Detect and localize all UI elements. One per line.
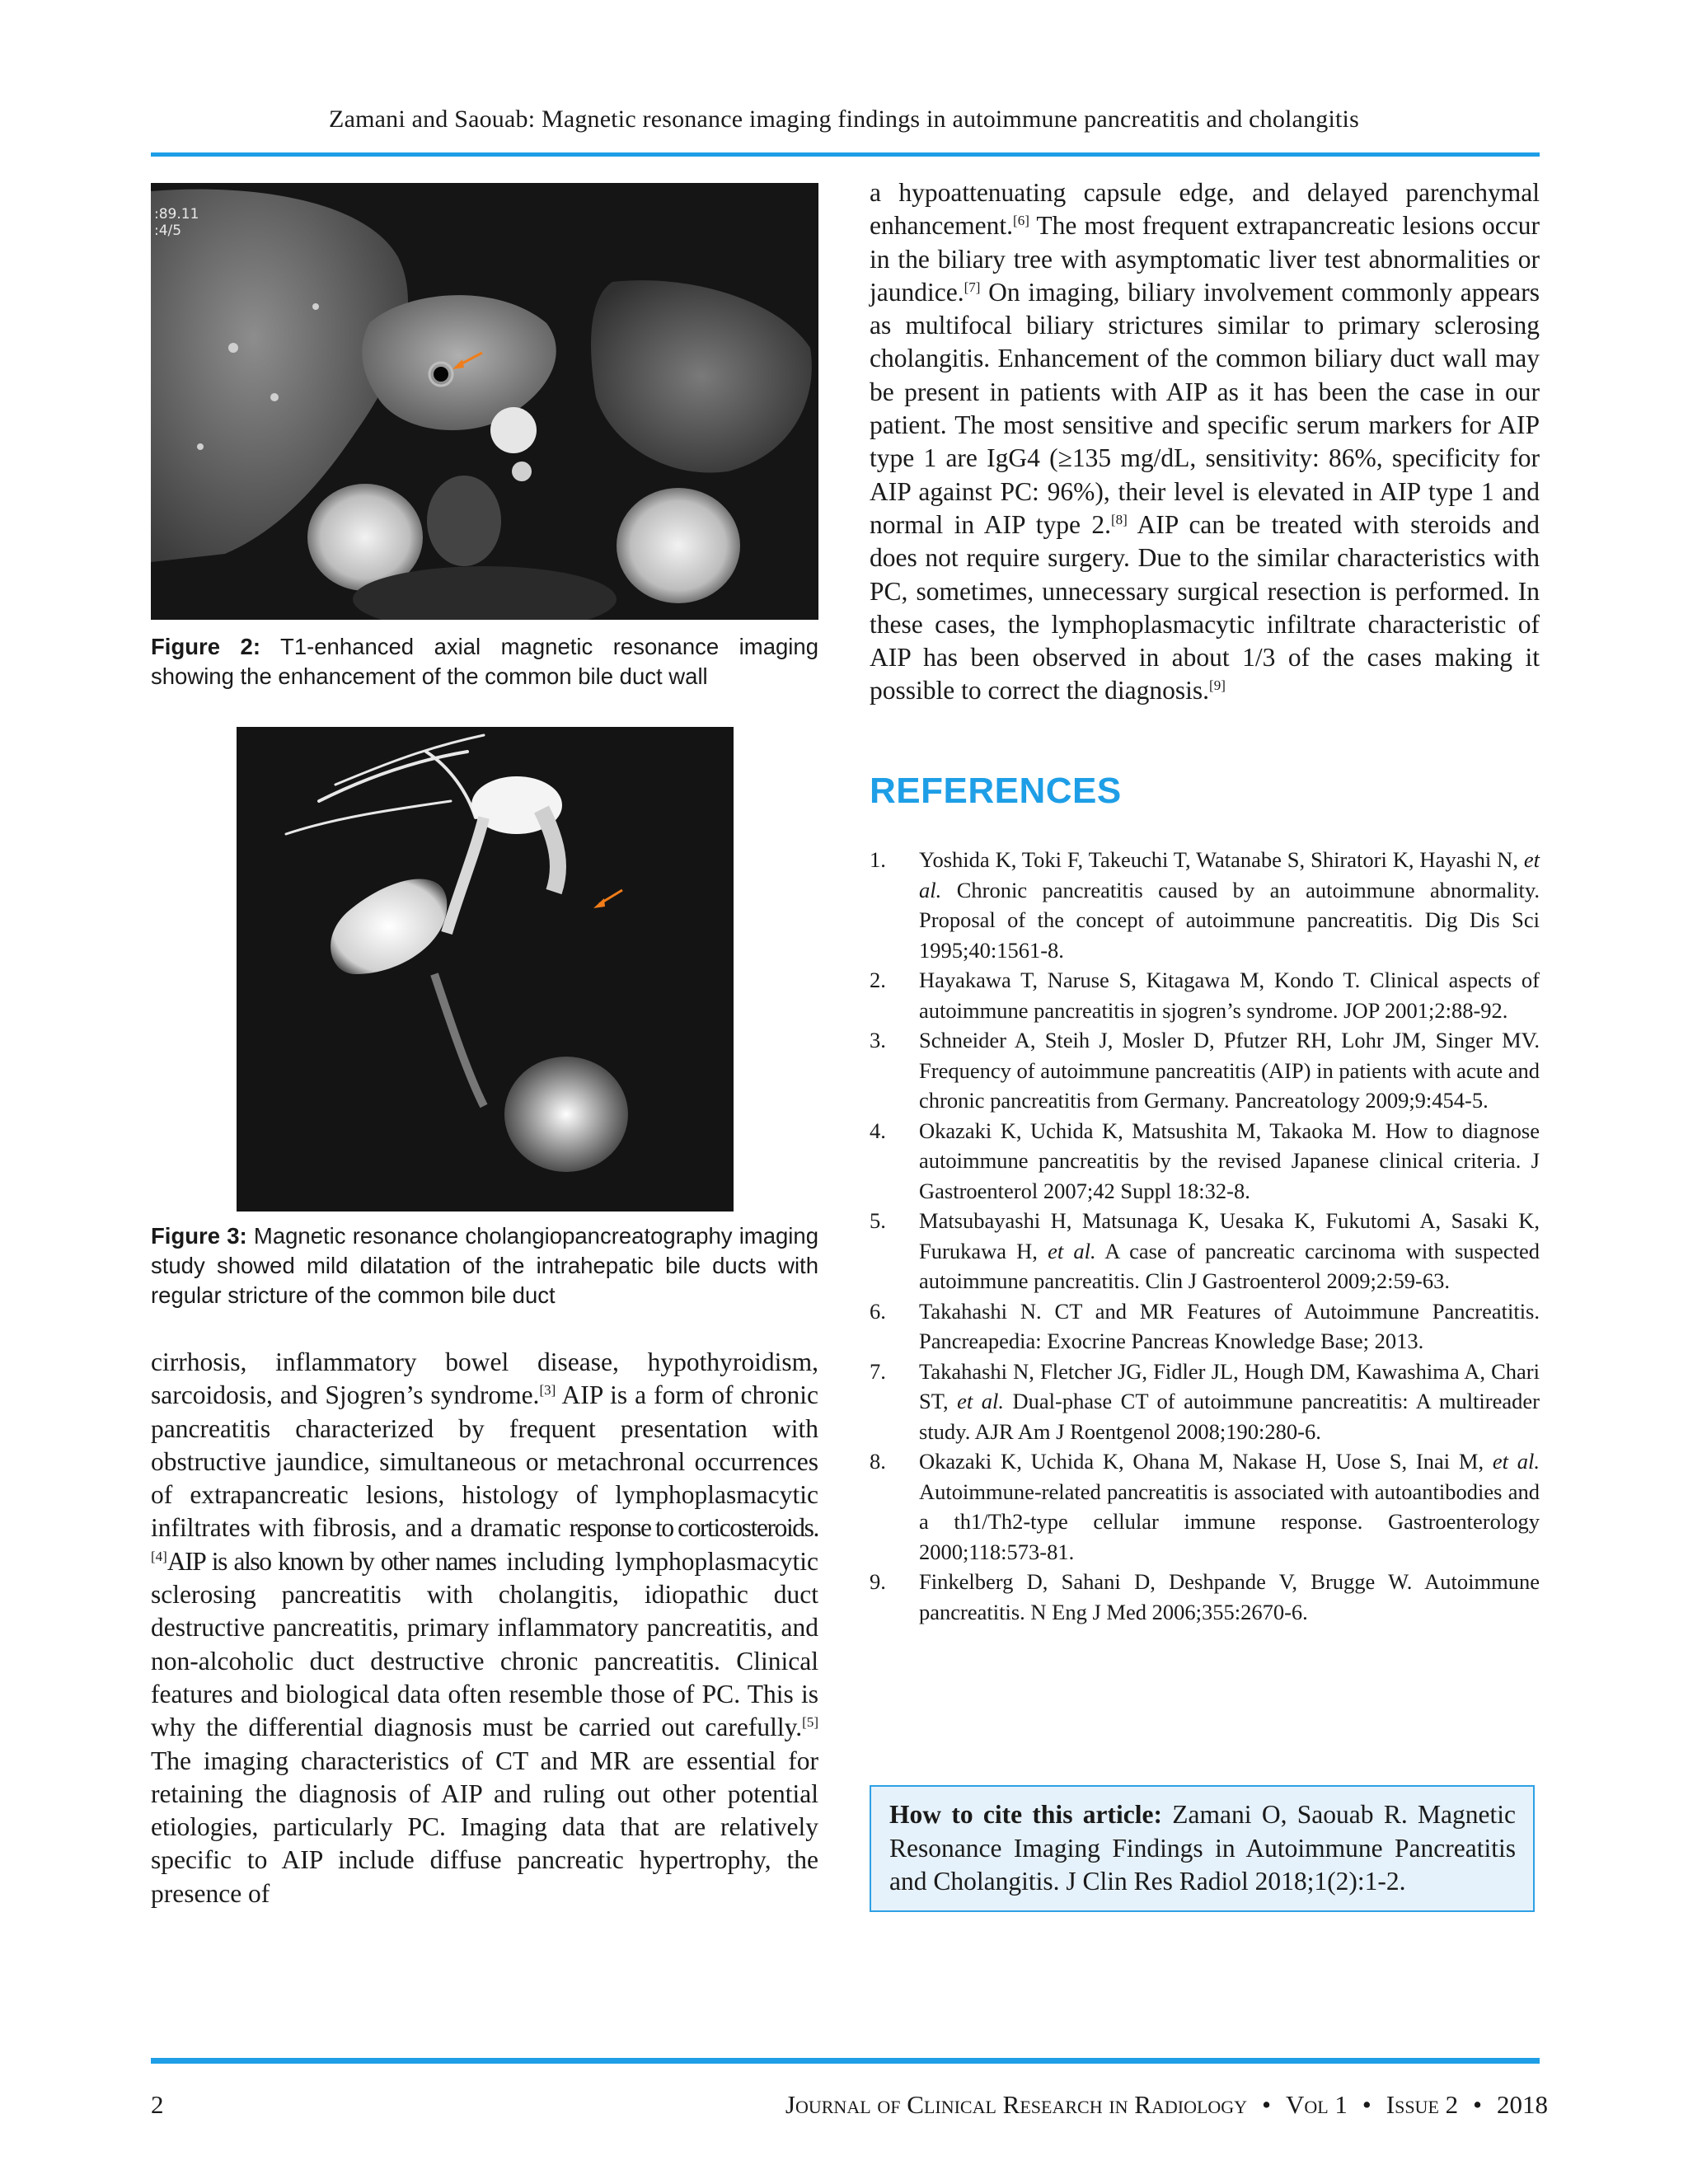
reference-item: [870, 1116, 1540, 1207]
reference-item: [870, 1446, 1540, 1567]
reference-text: Okazaki K, Uchida K, Matsushita M, Takaoka M. How to diagnose autoimmune pancreatitis by the revised Japanese clinical criteria. J Gastroenterol 2007;42 Suppl 18:32-8.: [919, 1118, 1540, 1203]
reference-number: 6.: [870, 1298, 886, 1324]
reference-number: 4.: [870, 1118, 886, 1143]
figure-2-image: [151, 183, 818, 620]
reference-text: Dual-phase CT of autoimmune pancreatitis: A multireader study. AJR Am J Roentgenol 2008;190:280-6.: [919, 1389, 1540, 1444]
reference-text: A case of pancreatic carcinoma with suspected autoimmune pancreatitis. Clin J Gastroenterol 2009;2:59-63.: [919, 1238, 1540, 1293]
body-text-segment: On imaging, biliary involvement commonly appears as multifocal biliary strictures similar to primary sclerosing cholangitis. Enhancement of the common biliary duct wall may be present in patients with AIP as it has been the case in our patient. The most sensitive and specific serum markers for AIP type 1 are IgG4 (≥135 mg/dL, sensitivity: 86%, specificity for AIP against PC: 96%), their level is elevated in AIP type 1 and normal in AIP type 2.: [870, 277, 1540, 539]
footer-separator: •: [1473, 2090, 1482, 2119]
reference-item: [870, 965, 1540, 1025]
footer-separator: •: [1262, 2090, 1271, 2119]
header-rule: [151, 152, 1540, 157]
citation-marker: [7]: [964, 279, 981, 295]
citation-marker: [8]: [1111, 511, 1128, 527]
reference-text: Autoimmune-related pancreatitis is associated with autoantibodies and a th1/Th2-type cellular immune response. Gastroenterology 2000;118:573-81.: [919, 1479, 1540, 1564]
page-number: 2: [151, 2090, 164, 2119]
figure-3-caption-text: Magnetic resonance cholangiopancreatography imaging study showed mild dilatation of the intrahepatic bile ducts with regular stricture of the common bile duct: [151, 1223, 819, 1308]
reference-item: [870, 1025, 1540, 1116]
figure-2-label: Figure 2:: [151, 634, 260, 659]
body-text-segment: The most frequent extrapancreatic lesions occur in the biliary tree with asymptomatic liver test abnormalities or jaundice.: [870, 211, 1540, 307]
reference-number: 2.: [870, 968, 886, 992]
citation-marker: [6]: [1013, 213, 1029, 229]
citation-marker: [9]: [1209, 677, 1226, 694]
footer-separator: •: [1362, 2090, 1372, 2119]
how-to-cite-label: How to cite this article:: [889, 1800, 1162, 1829]
volume: Vol 1: [1285, 2090, 1348, 2119]
figure-3-image: [237, 727, 734, 1212]
mrcp-illustration: [237, 727, 734, 1212]
how-to-cite-box: [870, 1785, 1535, 1912]
reference-et-al: et al.: [957, 1389, 1004, 1413]
body-text-segment: AIP can be treated with steroids and does not require surgery. Due to the similar characteristics with PC, sometimes, unnecessary surgical resection is performed. In these cases, the lymphoplasmacytic infiltrate characteristic of AIP has been observed in about 1/3 of the cases making it possible to correct the diagnosis.: [870, 509, 1540, 705]
body-text-segment: cirrhosis, inflammatory bowel disease, hypothyroidism, sarcoidosis, and Sjogren’s syndrome.: [151, 1347, 818, 1410]
reference-text: Takahashi N. CT and MR Features of Autoimmune Pancreatitis. Pancreapedia: Exocrine Pancreas Knowledge Base; 2013.: [919, 1298, 1540, 1353]
body-text-segment: The imaging characteristics of CT and MR are essential for retaining the diagnosis of AIP and ruling out other potential etiologies, particularly PC. Imaging data that are relatively specific to AIP include diffuse pancreatic hypertrophy, the presence of: [151, 1746, 818, 1908]
body-text-segment: response to corticosteroids.: [569, 1513, 818, 1543]
reference-item: [870, 1206, 1540, 1296]
reference-number: 7.: [870, 1358, 886, 1384]
citation-marker: [4]: [151, 1548, 167, 1564]
body-text-segment: AIP is a form of chronic pancreatitis characterized by frequent presentation with obstructive jaundice, simultaneous or metachronal occurrences of extrapancreatic lesions, histology of lymphoplasmacytic infiltrates with fibrosis, and a dramatic: [151, 1380, 818, 1543]
references-heading: REFERENCES: [870, 771, 1122, 811]
reference-list: [870, 845, 1540, 1627]
journal-footer: [785, 2090, 1548, 2120]
reference-text: Matsubayashi H, Matsunaga K, Uesaka K, Fukutomi A, Sasaki K, Furukawa H,: [919, 1208, 1540, 1263]
reference-text: Hayakawa T, Naruse S, Kitagawa M, Kondo T. Clinical aspects of autoimmune pancreatitis in sjogren’s syndrome. JOP 2001;2:88-92.: [919, 968, 1540, 1023]
reference-text: Chronic pancreatitis caused by an autoimmune abnormality. Proposal of the concept of autoimmune pancreatitis. Dig Dis Sci 1995;40:1561-8.: [919, 877, 1540, 963]
figure-3-label: Figure 3:: [151, 1223, 247, 1249]
reference-text: Yoshida K, Toki F, Takeuchi T, Watanabe S, Shiratori K, Hayashi N,: [919, 847, 1524, 872]
reference-item: [870, 1296, 1540, 1357]
reference-number: 8.: [870, 1449, 886, 1474]
reference-et-al: et al.: [1048, 1238, 1096, 1263]
reference-item: [870, 1567, 1540, 1627]
reference-item: [870, 845, 1540, 965]
left-column-text: [151, 1346, 818, 1910]
reference-text: Schneider A, Steih J, Mosler D, Pfutzer RH, Lohr JM, Singer MV. Frequency of autoimmune pancreatitis (AIP) in patients with acute and chronic pancreatitis from Germany. Pancreatology 2009;9:454-5.: [919, 1028, 1540, 1113]
reference-text: Okazaki K, Uchida K, Ohana M, Nakase H, Uose S, Inai M,: [919, 1449, 1493, 1474]
axial-mri-illustration: [151, 183, 818, 620]
body-text-segment: a hypoattenuating capsule edge, and delayed parenchymal enhancement.: [870, 178, 1540, 241]
issue: Issue 2: [1386, 2090, 1459, 2119]
running-title: Zamani and Saouab: Magnetic resonance imaging findings in autoimmune pancreatitis and cholangitis: [329, 105, 1359, 133]
footer-rule: [151, 2058, 1540, 2064]
reference-number: 9.: [870, 1569, 886, 1594]
figure-2-caption: [151, 632, 818, 691]
how-to-cite-text: Zamani O, Saouab R. Magnetic Resonance Imaging Findings in Autoimmune Pancreatitis and Cholangitis. J Clin Res Radiol 2018;1(2):1-2.: [889, 1800, 1516, 1896]
figure-2-caption-text: T1-enhanced axial magnetic resonance imaging showing the enhancement of the common bile duct wall: [151, 634, 818, 689]
citation-marker: [5]: [802, 1714, 818, 1731]
reference-number: 3.: [870, 1028, 886, 1052]
reference-number: 5.: [870, 1208, 886, 1233]
reference-text: Takahashi N, Fletcher JG, Fidler JL, Hough DM, Kawashima A, Chari ST,: [919, 1358, 1540, 1413]
body-text-segment: including lymphoplasmacytic sclerosing pancreatitis with cholangitis, idiopathic duct destructive pancreatitis, primary inflammatory pancreatitis, and non-alcoholic duct destructive chronic pancreatitis. Clinical features and biological data often resemble those of PC. This is why the differential diagnosis must be carried out carefully.: [151, 1546, 818, 1742]
reference-item: [870, 1357, 1540, 1447]
right-column-text: [870, 176, 1540, 708]
reference-et-al: et al.: [919, 847, 1540, 902]
reference-text: Finkelberg D, Sahani D, Deshpande V, Brugge W. Autoimmune pancreatitis. N Eng J Med 2006;355:2670-6.: [919, 1569, 1540, 1624]
figure-3-caption: [151, 1221, 818, 1310]
image-overlay-info: :89.11 :4/5: [154, 206, 199, 239]
reference-et-al: et al.: [1492, 1449, 1540, 1474]
year: 2018: [1497, 2090, 1548, 2119]
journal-name: Journal of Clinical Research in Radiology: [785, 2090, 1248, 2119]
citation-marker: [3]: [539, 1382, 556, 1399]
body-text-segment: AIP is also known by other names: [166, 1546, 496, 1576]
reference-number: 1.: [870, 847, 886, 872]
